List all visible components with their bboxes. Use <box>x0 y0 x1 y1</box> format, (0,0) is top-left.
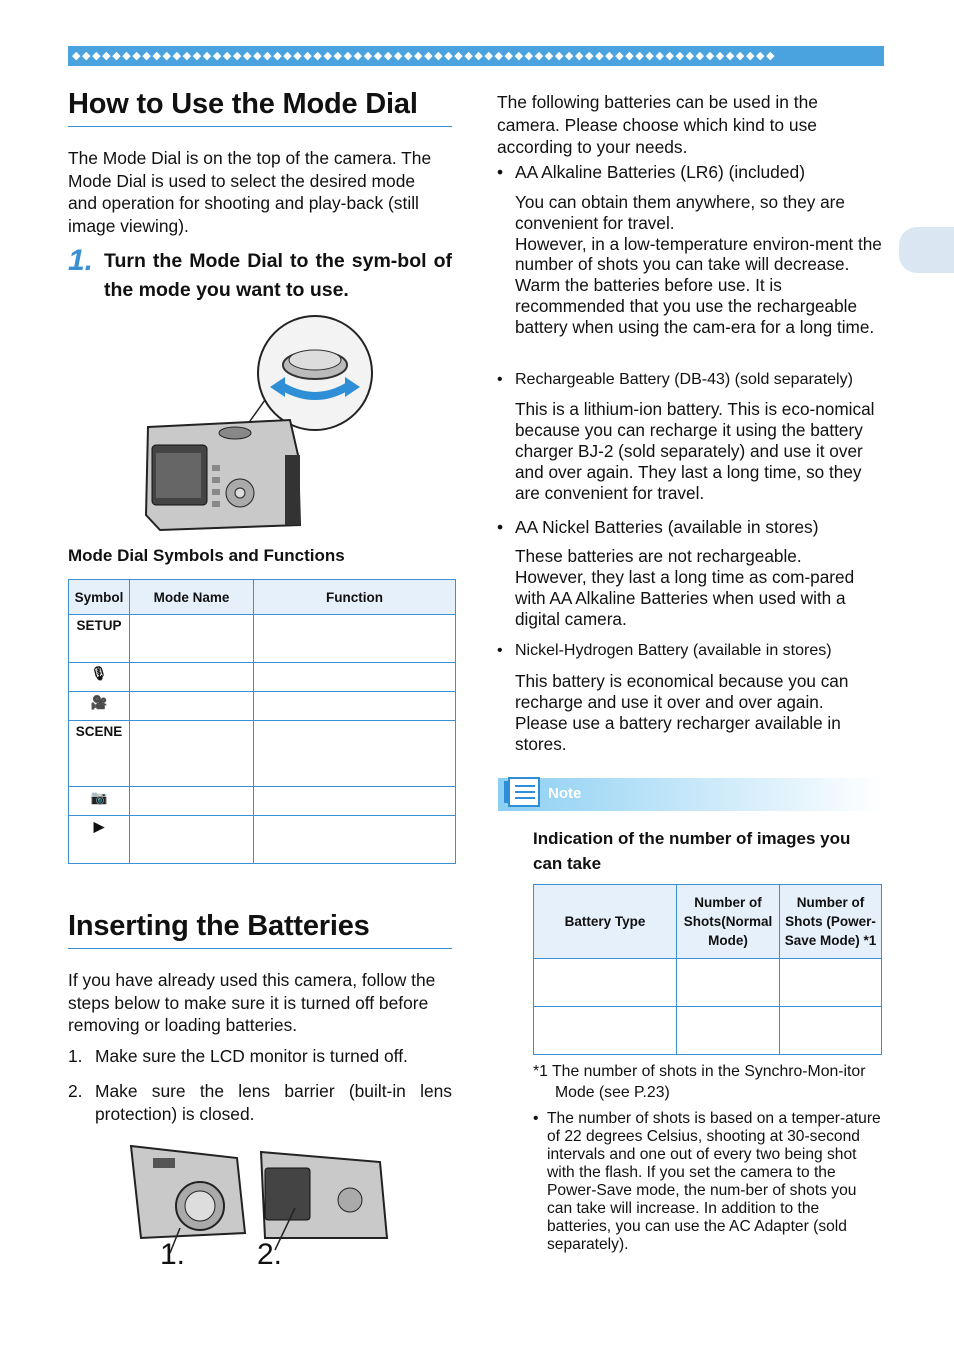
battery-step-1: 1. Make sure the LCD monitor is turned off. <box>68 1046 408 1066</box>
table-row <box>69 787 456 816</box>
battery-item-title: • AA Alkaline Batteries (LR6) (included) <box>497 162 805 182</box>
footnote: *1 The number of shots in the Synchro-Mon-itor Mode (see P.23) <box>533 1063 866 1101</box>
right-intro: The following batteries can be used in the camera. Please choose which kind to use according to your needs. <box>497 92 818 157</box>
column-header: Mode Name <box>130 580 254 615</box>
function-cell <box>254 663 456 692</box>
table-row <box>69 721 456 787</box>
scene-symbol: SCENE <box>69 721 130 787</box>
battery-item-body: This battery is economical because you can recharge and use it over and over again. Please use a battery recharger available in stores. <box>515 671 849 754</box>
mode-dial-heading: How to Use the Mode Dial <box>68 88 418 120</box>
note-bar <box>498 778 882 811</box>
figure-label-2: 2. <box>257 1238 283 1271</box>
chapter-tab <box>899 227 954 273</box>
table-row <box>69 816 456 864</box>
table-cell <box>780 959 882 1007</box>
battery-shots-table <box>533 884 882 1055</box>
battery-item-body: These batteries are not rechargeable. However, they last a long time as com-pared with AA Alkaline Batteries when used with a digital camera. <box>515 546 855 629</box>
battery-item-title: • AA Nickel Batteries (available in stores) <box>497 517 819 537</box>
table-row <box>69 663 456 692</box>
step-text: Turn the Mode Dial to the sym-bol of the mode you want to use. <box>104 250 452 301</box>
table-cell <box>780 1007 882 1055</box>
mode-name-cell <box>130 615 254 663</box>
table-cell <box>534 959 677 1007</box>
movie-icon: 🎥 <box>69 692 130 721</box>
table-cell <box>534 1007 677 1055</box>
column-header: Number of Shots (Power-Save Mode) *1 <box>780 885 882 959</box>
playback-icon: ▶ <box>69 816 130 864</box>
mode-dial-illustration <box>140 315 380 535</box>
function-cell <box>254 615 456 663</box>
column-header: Function <box>254 580 456 615</box>
battery-step-2: 2. Make sure the lens barrier (built-in lens protection) is closed. <box>68 1081 452 1124</box>
function-cell <box>254 787 456 816</box>
step-number: 1. <box>68 244 94 277</box>
table-header-row <box>534 885 882 959</box>
mode-name-cell <box>130 692 254 721</box>
table-row <box>534 959 882 1007</box>
notepad-icon <box>501 775 543 811</box>
battery-item-title: • Nickel-Hydrogen Battery (available in stores) <box>497 642 832 659</box>
note-label: Note <box>548 785 582 802</box>
function-cell <box>254 816 456 864</box>
mode-name-cell <box>130 721 254 787</box>
column-header: Battery Type <box>534 885 677 959</box>
camera-icon: 📷 <box>69 787 130 816</box>
heading-rule <box>68 126 452 127</box>
table-header-row <box>69 580 456 615</box>
bullet-note: • The number of shots is based on a temper-ature of 22 degrees Celsius, shooting at 30-second intervals and one out of every two being shot with the flash. If you set the camera to the Power-Save mode, the num-ber of shots you can take will increase. In addition to the batteries, you can use the AC Adapter (sold separately). <box>533 1110 881 1253</box>
header-banner: ◆◆◆◆◆◆◆◆◆◆◆◆◆◆◆◆◆◆◆◆◆◆◆◆◆◆◆◆◆◆◆◆◆◆◆◆◆◆◆◆◆◆◆◆◆◆◆◆◆◆◆◆◆◆◆◆◆◆◆◆◆◆◆◆◆◆◆◆◆◆ <box>68 46 884 66</box>
battery-item-body: This is a lithium-ion battery. This is eco-nomical because you can recharge it using the battery charger BJ-2 (sold separately) and use it over and over again. They last a long time, so they are convenient for travel. <box>515 399 875 503</box>
setup-symbol: SETUP <box>69 615 130 663</box>
figure-label-1: 1. <box>160 1238 186 1271</box>
function-cell <box>254 721 456 787</box>
function-cell <box>254 692 456 721</box>
table-cell <box>677 1007 780 1055</box>
table-cell <box>677 959 780 1007</box>
voice-memo-icon: 🎙 <box>69 663 130 692</box>
mode-dial-table <box>68 579 456 864</box>
heading-rule <box>68 948 452 949</box>
column-header: Number of Shots(Normal Mode) <box>677 885 780 959</box>
mode-table-title: Mode Dial Symbols and Functions <box>68 546 345 565</box>
table-row <box>69 615 456 663</box>
mode-name-cell <box>130 663 254 692</box>
table-row <box>69 692 456 721</box>
battery-item-body: You can obtain them anywhere, so they are convenient for travel. However, in a low-temperature environ-ment the number of shots you can take will decrease. Warm the batteries before use. It is recommended that you use the rechargeable battery when using the cam-era for a long time. <box>515 192 882 337</box>
table-row <box>534 1007 882 1055</box>
mode-name-cell <box>130 816 254 864</box>
batteries-intro: If you have already used this camera, follow the steps below to make sure it is turned off before removing or loading batteries. <box>68 970 436 1035</box>
battery-item-title: • Rechargeable Battery (DB-43) (sold separately) <box>497 371 853 388</box>
batteries-heading: Inserting the Batteries <box>68 910 370 942</box>
mode-name-cell <box>130 787 254 816</box>
mode-dial-intro: The Mode Dial is on the top of the camera. The Mode Dial is used to select the desired mode and operation for shooting and play-back (still image viewing). <box>68 148 432 236</box>
column-header: Symbol <box>69 580 130 615</box>
note-heading: Indication of the number of images you can take <box>533 829 851 873</box>
